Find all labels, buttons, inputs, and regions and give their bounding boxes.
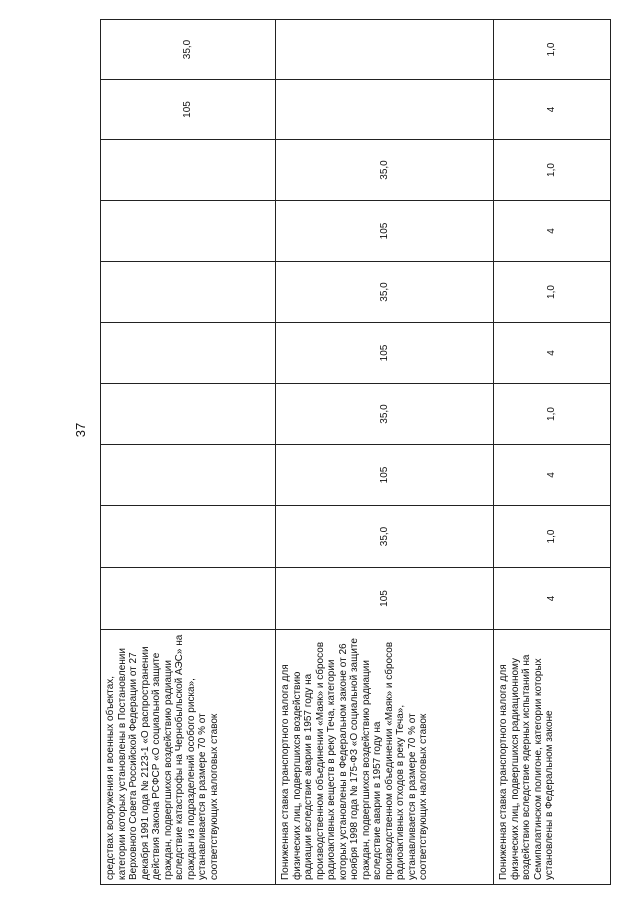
rate-cell: 1,0 bbox=[494, 506, 611, 568]
rate-cell: 4 bbox=[494, 445, 611, 506]
tax-rate-table bbox=[100, 19, 611, 885]
rate-cell: 35,0 bbox=[276, 506, 494, 568]
rate-cell: 105 bbox=[276, 568, 494, 630]
rate-cell bbox=[276, 80, 494, 140]
rate-cell bbox=[101, 262, 276, 323]
rate-cell: 1,0 bbox=[494, 20, 611, 80]
rate-cell: 105 bbox=[276, 323, 494, 384]
rate-cell: 35,0 bbox=[276, 262, 494, 323]
row-label: Пониженная ставка транспортного налога для физических лиц, подвергшихся радиационному воздействию вследствие ядерных испытаний на Семипалатинском полигоне, категории которых установлены в Федеральном законе bbox=[494, 630, 611, 885]
table-row bbox=[494, 20, 611, 885]
rate-cell: 35,0 bbox=[276, 384, 494, 445]
rate-cell bbox=[101, 506, 276, 568]
row-label: Пониженная ставка транспортного налога для физических лиц, подвергшихся воздействию радиации вследствие аварии в 1957 году на производственном объединении «Маяк» и сбросов радиоактивных веществ в реку Теча, категории которых установлены в Федеральном законе от 26 ноября 1998 года № 175-ФЗ «О социальной защите граждан, подвергшихся воздействию радиации вследствие аварии в 1957 году на производственном объединении «Маяк» и сбросов радиоактивных отходов в реку Теча», устанавливается в размере 70 % от соответствующих налоговых ставок bbox=[276, 630, 494, 885]
rate-cell bbox=[276, 20, 494, 80]
rate-cell bbox=[101, 384, 276, 445]
rate-cell: 4 bbox=[494, 80, 611, 140]
rate-cell bbox=[101, 201, 276, 262]
page-number: 37 bbox=[73, 422, 88, 438]
rate-cell: 105 bbox=[276, 445, 494, 506]
rate-cell: 35,0 bbox=[101, 20, 276, 80]
table-row bbox=[101, 20, 276, 885]
rate-cell bbox=[101, 140, 276, 201]
rotated-page-content bbox=[100, 20, 558, 885]
rate-cell: 35,0 bbox=[276, 140, 494, 201]
rate-cell: 4 bbox=[494, 201, 611, 262]
rate-cell bbox=[101, 445, 276, 506]
rate-cell: 1,0 bbox=[494, 262, 611, 323]
rate-cell bbox=[101, 323, 276, 384]
rate-cell: 105 bbox=[276, 201, 494, 262]
rate-cell: 4 bbox=[494, 568, 611, 630]
rate-cell: 4 bbox=[494, 323, 611, 384]
rate-cell bbox=[101, 568, 276, 630]
table-row bbox=[276, 20, 494, 885]
rate-cell: 105 bbox=[101, 80, 276, 140]
rate-cell: 1,0 bbox=[494, 384, 611, 445]
rate-cell: 1,0 bbox=[494, 140, 611, 201]
row-label: средствах вооружения и военных объектах, категории которых установлены в Постановлении Верховного Совета Российской Федерации от 27 декабря 1991 года № 2123-1 «О распространении действия Закона РСФСР «О социальной защите граждан, подвергшихся воздействию радиации вследствие катастрофы на Чернобыльской АЭС» на граждан из подразделений особого риска», устанавливается в размере 70 % от соответствующих налоговых ставок bbox=[101, 630, 276, 885]
